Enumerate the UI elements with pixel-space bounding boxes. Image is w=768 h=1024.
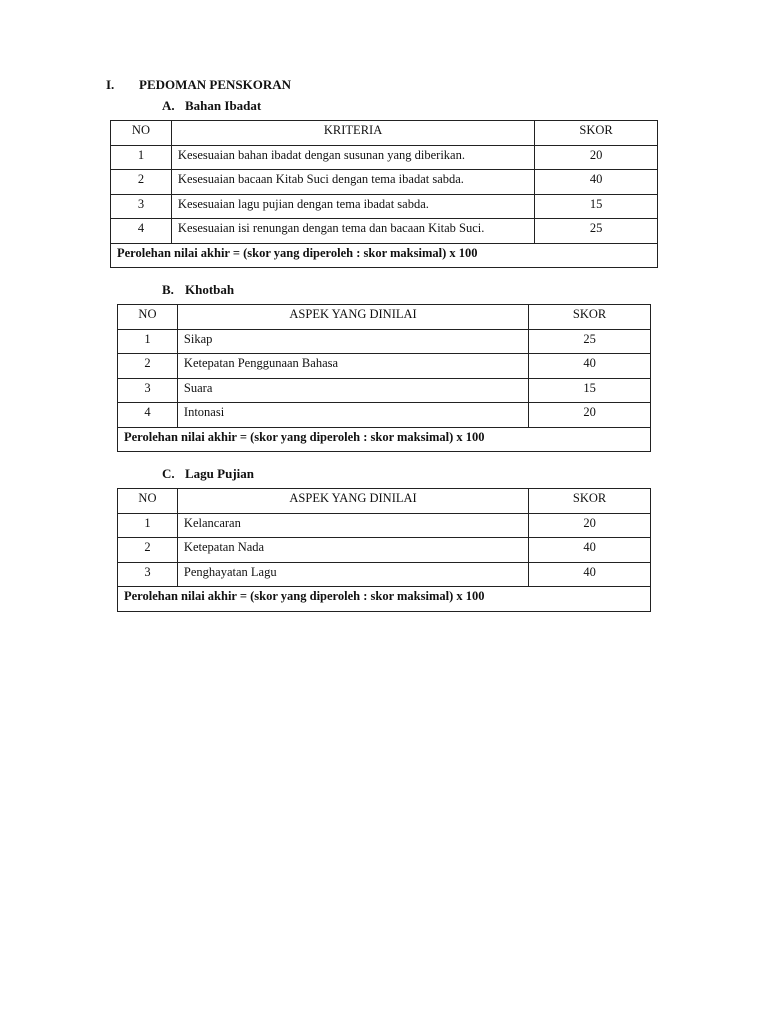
subsection-title: Khotbah <box>185 282 235 297</box>
row-text: Ketepatan Nada <box>177 538 528 563</box>
row-text: Kesesuaian isi renungan dengan tema dan bacaan Kitab Suci. <box>171 219 534 244</box>
table-lagu-pujian <box>117 488 651 612</box>
table-row <box>118 538 651 563</box>
row-score: 40 <box>529 354 651 379</box>
row-number: 3 <box>118 378 178 403</box>
table-header-row <box>118 489 651 514</box>
final-score-formula: Perolehan nilai akhir = (skor yang diperoleh : skor maksimal) x 100 <box>118 587 651 612</box>
row-score: 20 <box>535 145 658 170</box>
row-number: 2 <box>118 538 178 563</box>
table-header-row <box>111 121 658 146</box>
row-score: 40 <box>529 538 651 563</box>
table-row <box>118 513 651 538</box>
row-number: 1 <box>111 145 172 170</box>
row-number: 4 <box>118 403 178 428</box>
column-header-aspect: ASPEK YANG DINILAI <box>177 305 528 330</box>
row-score: 25 <box>529 329 651 354</box>
table-row <box>118 403 651 428</box>
table-row <box>118 354 651 379</box>
row-number: 3 <box>111 194 172 219</box>
column-header-score: SKOR <box>529 305 651 330</box>
row-score: 40 <box>535 170 658 195</box>
column-header-score: SKOR <box>535 121 658 146</box>
row-number: 4 <box>111 219 172 244</box>
column-header-no: NO <box>111 121 172 146</box>
table-footer-row <box>118 587 651 612</box>
row-score: 20 <box>529 403 651 428</box>
subsection-title: Bahan Ibadat <box>185 98 262 113</box>
column-header-no: NO <box>118 305 178 330</box>
subsection-heading-a <box>162 98 261 114</box>
table-row <box>111 145 658 170</box>
row-text: Suara <box>177 378 528 403</box>
table-row <box>118 329 651 354</box>
table-row <box>118 562 651 587</box>
column-header-no: NO <box>118 489 178 514</box>
table-row <box>111 194 658 219</box>
row-text: Intonasi <box>177 403 528 428</box>
row-number: 2 <box>111 170 172 195</box>
table-row <box>118 378 651 403</box>
table-row <box>111 219 658 244</box>
column-header-aspect: ASPEK YANG DINILAI <box>177 489 528 514</box>
row-text: Penghayatan Lagu <box>177 562 528 587</box>
column-header-criteria: KRITERIA <box>171 121 534 146</box>
table-footer-row <box>118 427 651 452</box>
final-score-formula: Perolehan nilai akhir = (skor yang diperoleh : skor maksimal) x 100 <box>118 427 651 452</box>
table-bahan-ibadat <box>110 120 658 268</box>
table-header-row <box>118 305 651 330</box>
row-score: 15 <box>535 194 658 219</box>
row-text: Kesesuaian bahan ibadat dengan susunan yang diberikan. <box>171 145 534 170</box>
section-title: PEDOMAN PENSKORAN <box>139 77 292 92</box>
final-score-formula: Perolehan nilai akhir = (skor yang diperoleh : skor maksimal) x 100 <box>111 243 658 268</box>
subsection-heading-b <box>162 282 234 298</box>
table-khotbah <box>117 304 651 452</box>
row-text: Kesesuaian bacaan Kitab Suci dengan tema ibadat sabda. <box>171 170 534 195</box>
row-text: Kelancaran <box>177 513 528 538</box>
row-text: Sikap <box>177 329 528 354</box>
row-number: 3 <box>118 562 178 587</box>
subsection-letter: C. <box>162 466 175 481</box>
table-footer-row <box>111 243 658 268</box>
row-text: Ketepatan Penggunaan Bahasa <box>177 354 528 379</box>
subsection-letter: B. <box>162 282 174 297</box>
row-number: 2 <box>118 354 178 379</box>
table-row <box>111 170 658 195</box>
row-score: 25 <box>535 219 658 244</box>
section-heading <box>106 77 291 93</box>
column-header-score: SKOR <box>529 489 651 514</box>
row-score: 15 <box>529 378 651 403</box>
subsection-letter: A. <box>162 98 175 113</box>
row-number: 1 <box>118 513 178 538</box>
row-number: 1 <box>118 329 178 354</box>
subsection-title: Lagu Pujian <box>185 466 254 481</box>
row-score: 20 <box>529 513 651 538</box>
row-score: 40 <box>529 562 651 587</box>
subsection-heading-c <box>162 466 254 482</box>
row-text: Kesesuaian lagu pujian dengan tema ibadat sabda. <box>171 194 534 219</box>
section-number: I. <box>106 77 115 92</box>
